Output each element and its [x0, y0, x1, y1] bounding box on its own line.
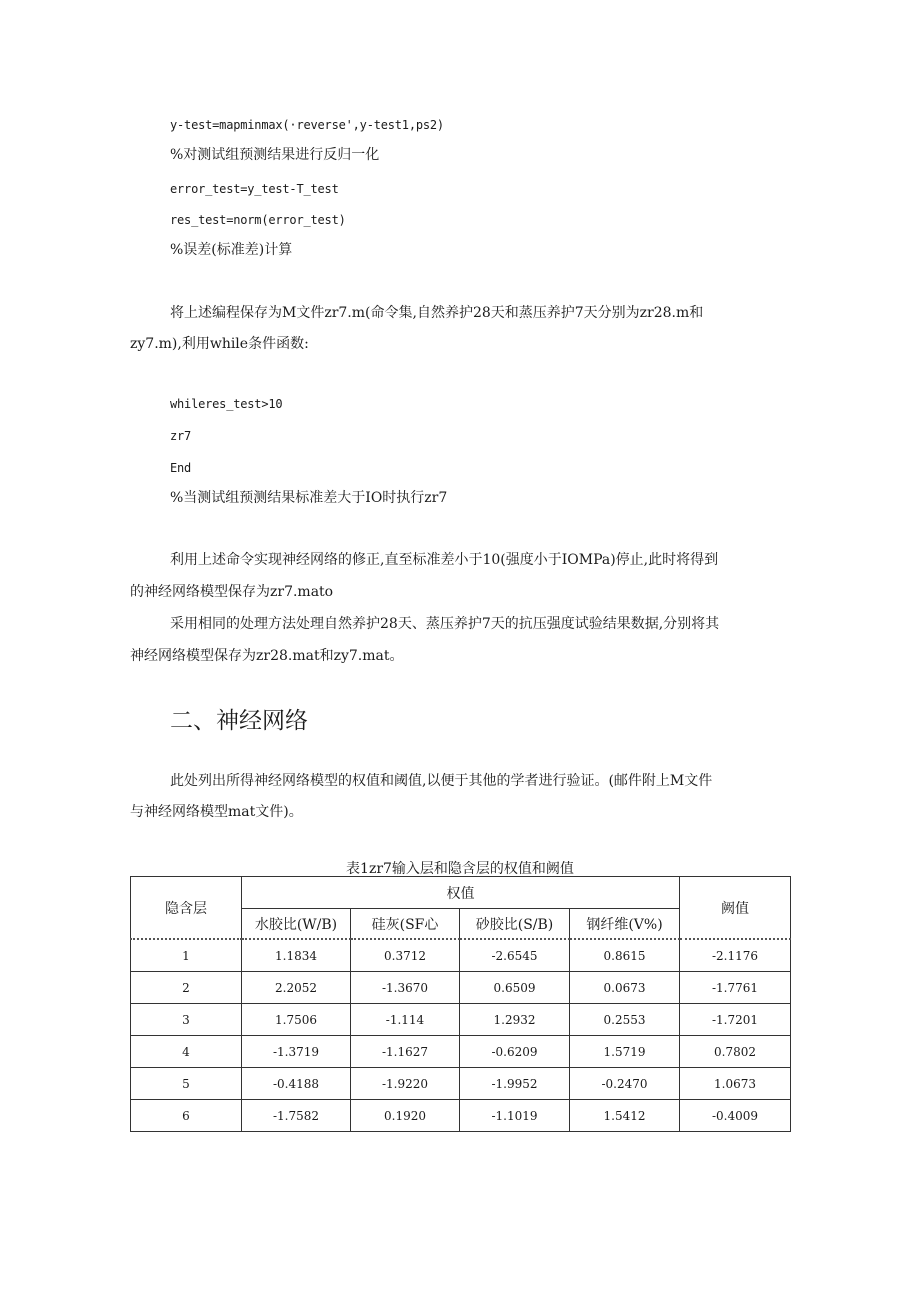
table-row — [131, 1004, 791, 1036]
cell-weight-3: -1.9952 — [460, 1068, 570, 1100]
cell-layer: 3 — [131, 1004, 242, 1036]
cell-weight-2: -1.114 — [351, 1004, 460, 1036]
table-caption: 表1zr7输入层和隐含层的权值和阙值 — [346, 861, 574, 877]
cell-threshold: -1.7761 — [680, 972, 791, 1004]
cell-weight-1: 1.7506 — [242, 1004, 351, 1036]
cell-weight-1: 1.1834 — [242, 939, 351, 972]
code-comment-denormalize: %对测试组预测结果进行反归一化 — [170, 147, 380, 163]
table-row — [131, 1100, 791, 1132]
cell-weight-1: -1.3719 — [242, 1036, 351, 1068]
weights-table — [130, 876, 791, 1132]
cell-weight-3: 0.6509 — [460, 972, 570, 1004]
header-weights: 权值 — [242, 877, 680, 909]
table-row — [131, 972, 791, 1004]
cell-threshold: -0.4009 — [680, 1100, 791, 1132]
paragraph-save-m-file-line1: 将上述编程保存为M文件zr7.m(命令集,自然养护28天和蒸压养护7天分别为zr28.m和 — [170, 305, 704, 321]
section-heading-neural-network: 二、神经网络 — [170, 708, 308, 734]
code-comment-std-error: %误差(标准差)计算 — [170, 242, 293, 258]
paragraph-save-m-file-line2: zy7.m),利用while条件函数: — [130, 336, 309, 352]
code-line-mapminmax: y-test=mapminmax(·reverse',y-test1,ps2) — [170, 118, 444, 132]
paragraph-network-correction-line1: 利用上述命令实现神经网络的修正,直至标准差小于10(强度小于IOMPa)停止,此时将得到 — [170, 552, 719, 568]
paragraph-same-method-line1: 采用相同的处理方法处理自然养护28天、蒸压养护7天的抗压强度试验结果数据,分别将其 — [170, 616, 720, 632]
code-line-res-test: res_test=norm(error_test) — [170, 213, 346, 227]
cell-layer: 6 — [131, 1100, 242, 1132]
cell-weight-4: 0.0673 — [570, 972, 680, 1004]
cell-layer: 5 — [131, 1068, 242, 1100]
cell-weight-4: 1.5719 — [570, 1036, 680, 1068]
cell-weight-2: -1.3670 — [351, 972, 460, 1004]
cell-weight-1: -0.4188 — [242, 1068, 351, 1100]
subheader-water-binder: 水胶比(W/B) — [242, 909, 351, 940]
cell-threshold: 0.7802 — [680, 1036, 791, 1068]
cell-layer: 1 — [131, 939, 242, 972]
paragraph-same-method-line2: 神经网络模型保存为zr28.mat和zy7.mat。 — [130, 648, 404, 664]
subheader-sand-binder: 砂胶比(S/B) — [460, 909, 570, 940]
cell-weight-2: 0.1920 — [351, 1100, 460, 1132]
code-line-while: whileres_test>10 — [170, 397, 283, 411]
code-comment-while-condition: %当测试组预测结果标准差大于IO时执行zr7 — [170, 490, 448, 506]
cell-weight-3: -2.6545 — [460, 939, 570, 972]
code-line-zr7: zr7 — [170, 429, 192, 443]
table-row — [131, 1068, 791, 1100]
cell-weight-1: 2.2052 — [242, 972, 351, 1004]
cell-layer: 2 — [131, 972, 242, 1004]
code-line-end: End — [170, 461, 192, 475]
header-hidden-layer: 隐含层 — [131, 877, 242, 940]
paragraph-weights-intro-line1: 此处列出所得神经网络模型的权值和阈值,以便于其他的学者进行验证。(邮件附上M文件 — [170, 773, 713, 789]
subheader-steel-fiber: 钢纤维(V%) — [570, 909, 680, 940]
paragraph-network-correction-line2: 的神经网络模型保存为zr7.mato — [130, 584, 334, 600]
cell-weight-4: -0.2470 — [570, 1068, 680, 1100]
cell-weight-2: -1.1627 — [351, 1036, 460, 1068]
table-row — [131, 1036, 791, 1068]
table-row — [131, 939, 791, 972]
subheader-silica-fume: 硅灰(SF心 — [351, 909, 460, 940]
cell-weight-3: 1.2932 — [460, 1004, 570, 1036]
header-threshold: 阙值 — [680, 877, 791, 940]
cell-weight-1: -1.7582 — [242, 1100, 351, 1132]
cell-weight-4: 0.8615 — [570, 939, 680, 972]
cell-weight-3: -0.6209 — [460, 1036, 570, 1068]
paragraph-weights-intro-line2: 与神经网络模型mat文件)。 — [130, 804, 303, 820]
cell-weight-2: 0.3712 — [351, 939, 460, 972]
cell-weight-4: 1.5412 — [570, 1100, 680, 1132]
cell-threshold: 1.0673 — [680, 1068, 791, 1100]
cell-weight-2: -1.9220 — [351, 1068, 460, 1100]
cell-layer: 4 — [131, 1036, 242, 1068]
cell-threshold: -2.1176 — [680, 939, 791, 972]
cell-weight-4: 0.2553 — [570, 1004, 680, 1036]
cell-threshold: -1.7201 — [680, 1004, 791, 1036]
cell-weight-3: -1.1019 — [460, 1100, 570, 1132]
code-line-error-test: error_test=y_test-T_test — [170, 182, 339, 196]
